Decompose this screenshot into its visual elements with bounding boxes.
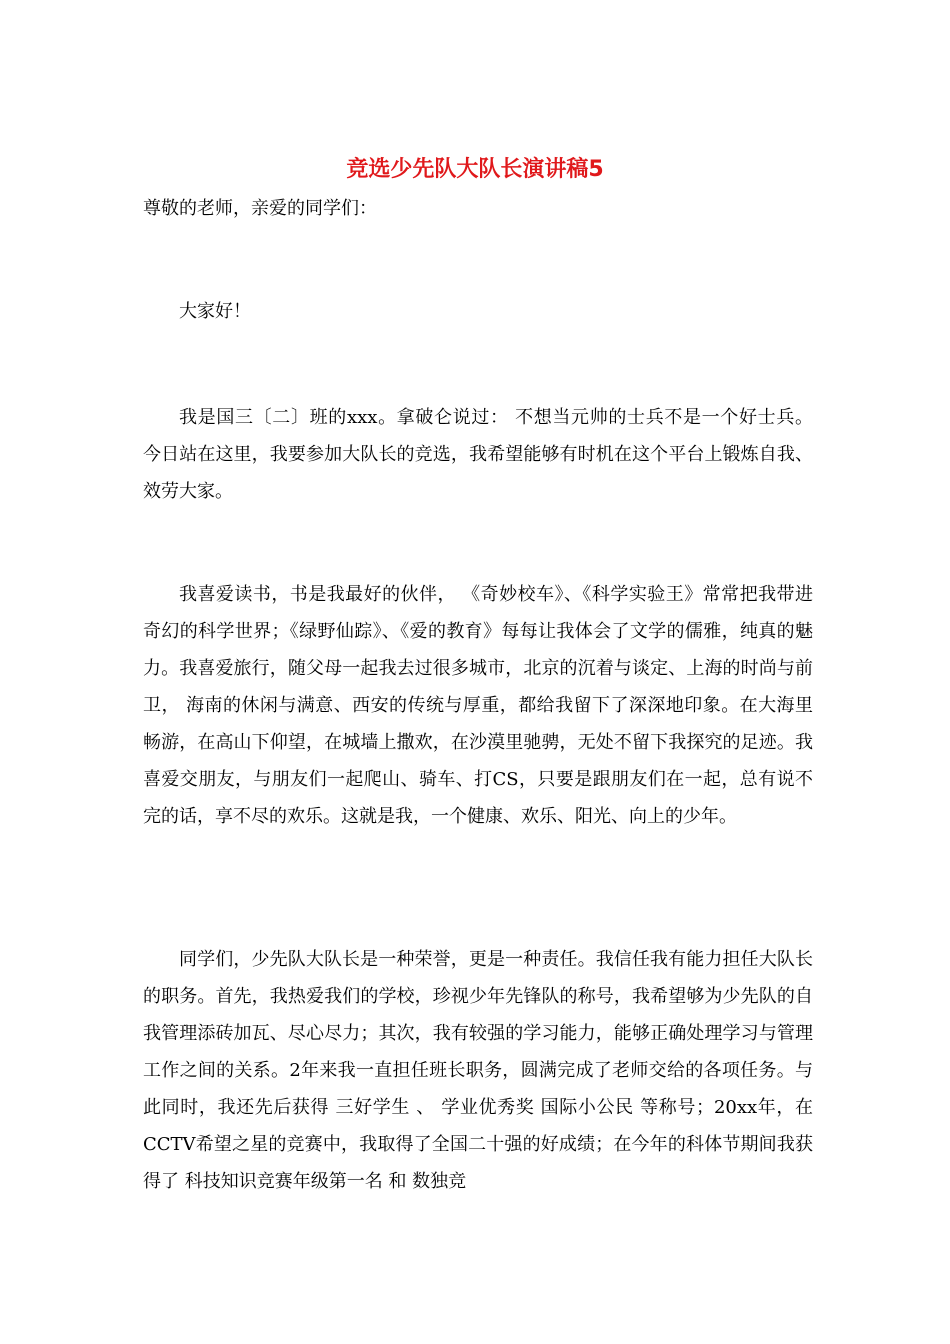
paragraph-introduction: 我是国三〔二〕班的xxx。拿破仑说过： 不想当元帅的士兵不是一个好士兵。 今日站在这里，我要参加大队长的竞选，我希望能够有时机在这个平台上锻炼自我、效劳大家。	[143, 407, 813, 502]
paragraph-hobbies: 我喜爱读书，书是我最好的伙伴， 《奇妙校车》、《科学实验王》常常把我带进奇幻的科学世界；《绿野仙踪》、《爱的教育》每每让我体会了文学的儒雅，纯真的魅力。我喜爱旅行，随父母一起我去过很多城市，北京的沉着与谈定、上海的时尚与前卫， 海南的休闲与满意、西安的传统与厚重，都给我留下了深深地印象。在大海里畅游，在高山下仰望，在城墙上撒欢，在沙漠里驰骋，无处不留下我探究的足迹。我喜爱交朋友，与朋友们一起爬山、骑车、打CS，只要是跟朋友们在一起，总有说不完的话，享不尽的欢乐。这就是我，一个健康、欢乐、阳光、向上的少年。	[143, 584, 813, 827]
document-title: 竞选少先队大队长演讲稿5	[346, 157, 604, 182]
paragraph-greeting: 大家好！	[179, 301, 251, 322]
salutation: 尊敬的老师，亲爱的同学们：	[143, 198, 377, 219]
paragraph-qualifications: 同学们，少先队大队长是一种荣誉，更是一种责任。我信任我有能力担任大队长的职务。首先，我热爱我们的学校，珍视少年先锋队的称号，我希望够为少先队的自我管理添砖加瓦、尽心尽力；其次，我有较强的学习能力，能够正确处理学习与管理工作之间的关系。2年来我一直担任班长职务，圆满完成了老师交给的各项任务。与此同时，我还先后获得 三好学生 、 学业优秀奖 国际小公民 等称号；20xx年，在CCTV希望之星的竞赛中，我取得了全国二十强的好成绩；在今年的科体节期间我获得了 科技知识竞赛年级第一名 和 数独竞	[143, 949, 813, 1192]
